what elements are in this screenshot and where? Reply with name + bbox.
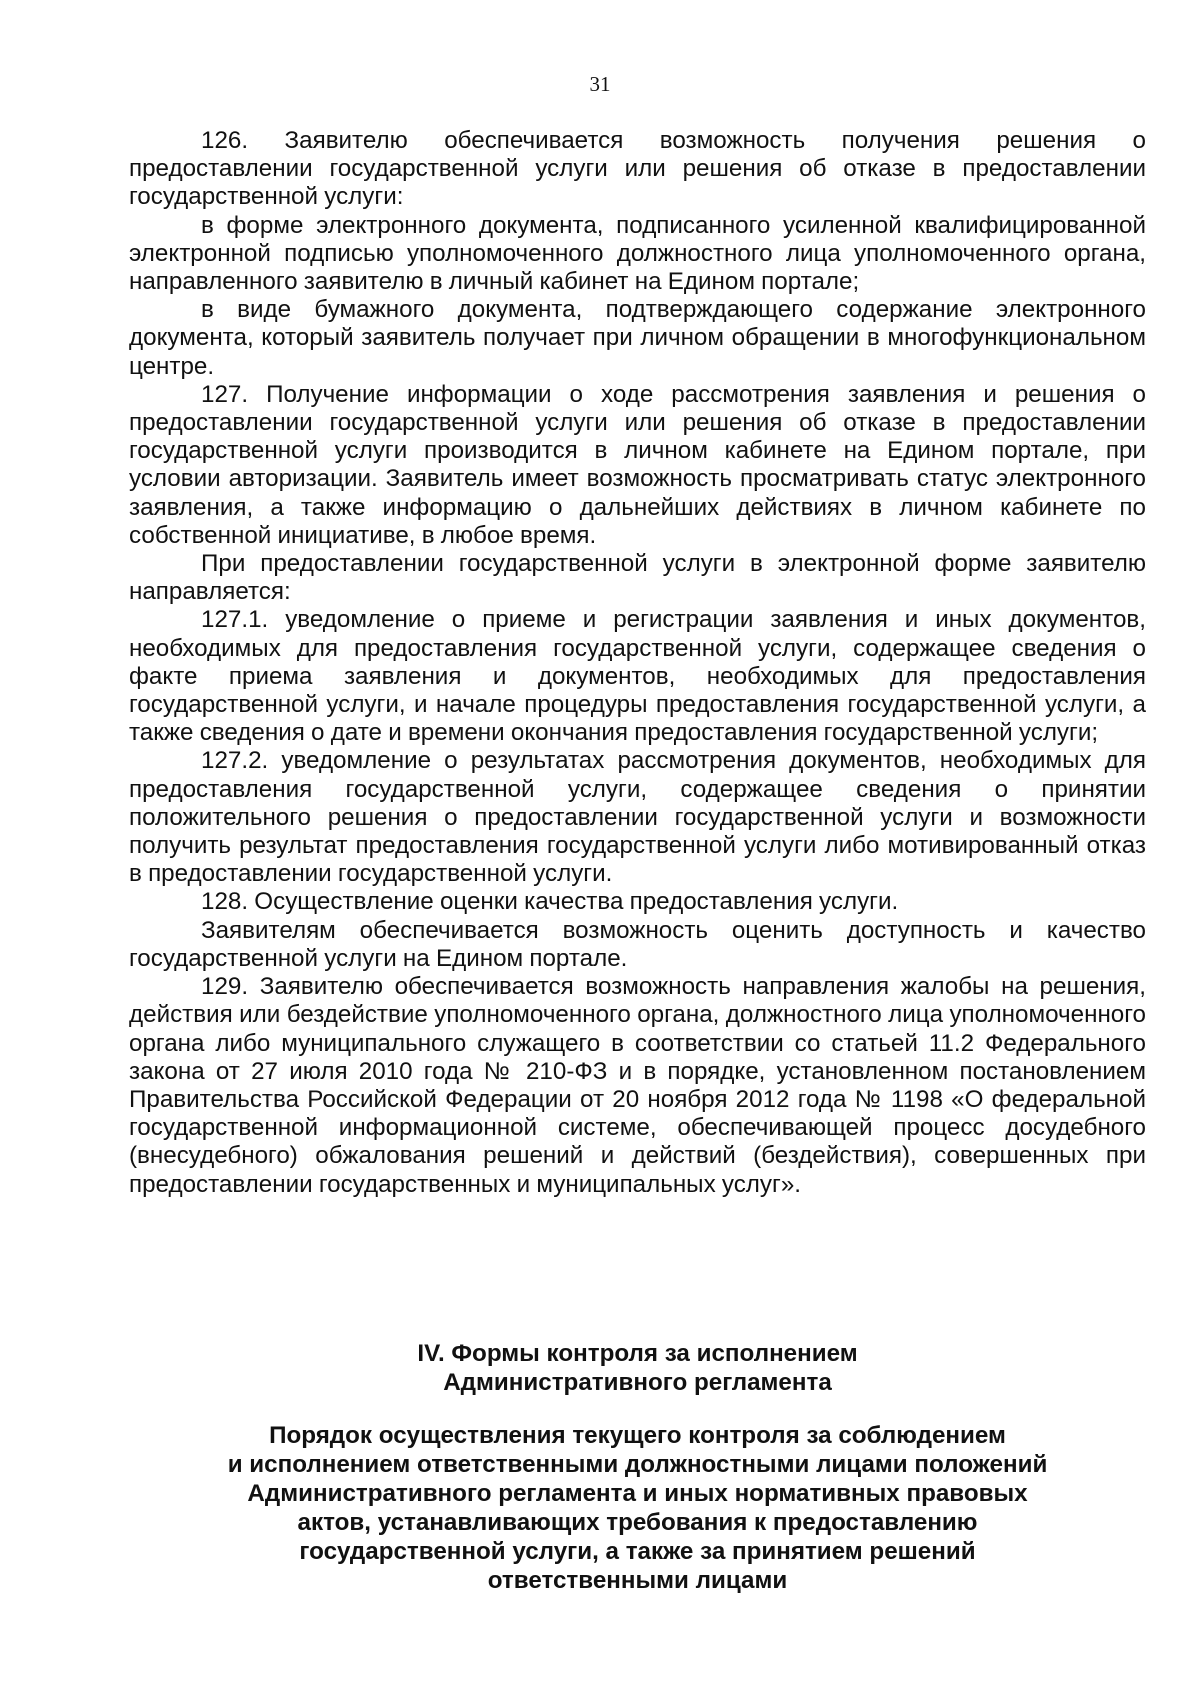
paragraph-electronic-form: в форме электронного документа, подписанного усиленной квалифицированной электронной подписью уполномоченного должностного лица уполномоченного органа, направленного заявителю в личный кабинет на Едином портале; (129, 211, 1146, 296)
subsection-heading (129, 1421, 1146, 1595)
paragraph-127-2: 127.2. уведомление о результатах рассмотрения документов, необходимых для предоставления государственной услуги, содержащее сведения о принятии положительного решения о предоставлении государственной услуги и возможности получить результат предоставления государственной услуги либо мотивированный отказ в предоставлении государственной услуги. (129, 747, 1146, 888)
paragraph-128: 128. Осуществление оценки качества предоставления услуги. (201, 888, 899, 916)
paragraph-129: 129. Заявителю обеспечивается возможность направления жалобы на решения, действия или бездействие уполномоченного органа, должностного лица уполномоченного органа либо муниципального служащего в соответствии со статьей 11.2 Федерального закона от 27 июля 2010 года № 210-ФЗ и в порядке, установленном постановлением Правительства Российской Федерации от 20 ноября 2012 года № 1198 «О федеральной государственной информационной системе, обеспечивающей процесс досудебного (внесудебного) обжалования решений и действий (бездействия), совершенных при предоставлении государственных и муниципальных услуг». (129, 973, 1146, 1198)
page-number: 31 (589, 72, 611, 96)
section-heading-line: Административного регламента (443, 1369, 832, 1396)
paragraph-127-1: 127.1. уведомление о приеме и регистрации заявления и иных документов, необходимых для предоставления государственной услуги, содержащее сведения о факте приема заявления и документов, необходимых для предоставления государственной услуги, и начале процедуры предоставления государственной услуги, а также сведения о дате и времени окончания предоставления государственной услуги; (129, 606, 1146, 747)
paragraph-126: 126. Заявителю обеспечивается возможность получения решения о предоставлении государственной услуги или решения об отказе в предоставлении государственной услуги: (129, 127, 1146, 211)
paragraph-paper-form: в виде бумажного документа, подтверждающего содержание электронного документа, который заявитель получает при личном обращении в многофункциональном центре. (129, 296, 1146, 380)
body-text (129, 127, 1146, 1199)
subsection-heading-line: Административного регламента и иных нормативных правовых (247, 1480, 1028, 1507)
section-heading-line: IV. Формы контроля за исполнением (417, 1340, 858, 1367)
paragraph-127: 127. Получение информации о ходе рассмотрения заявления и решения о предоставлении государственной услуги или решения об отказе в предоставлении государственной услуги производится в личном кабинете на Едином портале, при условии авторизации. Заявитель имеет возможность просматривать статус электронного заявления, а также информацию о дальнейших действиях в личном кабинете по собственной инициативе, в любое время. (129, 380, 1146, 549)
subsection-heading-line: государственной услуги, а также за принятием решений (299, 1538, 976, 1565)
section-heading (129, 1339, 1146, 1397)
subsection-heading-line: Порядок осуществления текущего контроля за соблюдением (269, 1422, 1006, 1449)
subsection-heading-line: ответственными лицами (487, 1567, 788, 1594)
paragraph-electronic-notifications: При предоставлении государственной услуги в электронной форме заявителю направляется: (129, 550, 1146, 606)
subsection-heading-line: актов, устанавливающих требования к предоставлению (297, 1509, 978, 1536)
subsection-heading-line: и исполнением ответственными должностными лицами положений (227, 1451, 1048, 1478)
paragraph-quality-assessment: Заявителям обеспечивается возможность оценить доступность и качество государственной услуги на Едином портале. (129, 916, 1146, 972)
